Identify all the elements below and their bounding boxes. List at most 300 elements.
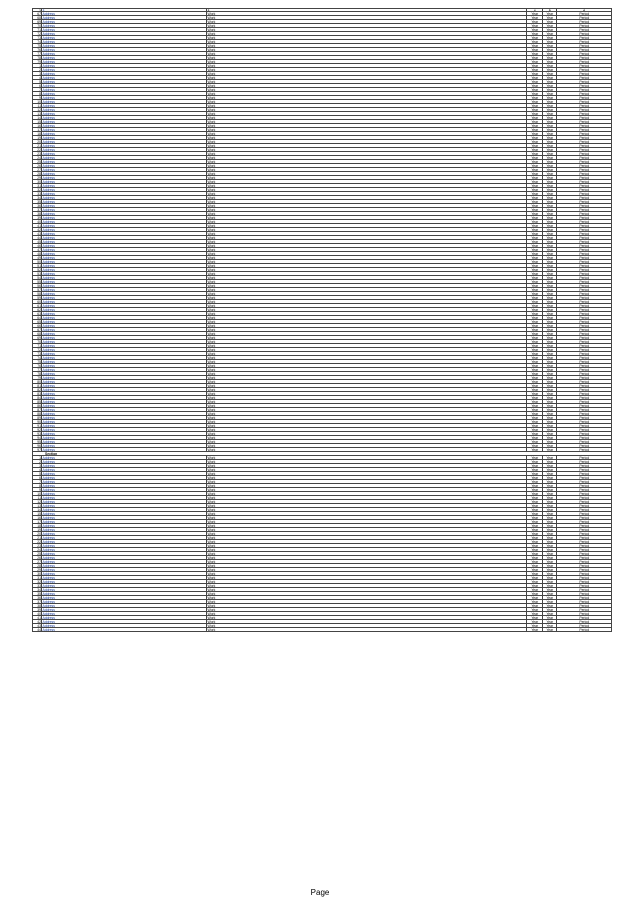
- row-address-link[interactable]: Address: [42, 440, 207, 444]
- row-address-link[interactable]: Address: [42, 20, 207, 24]
- row-address-link[interactable]: Address: [42, 404, 207, 408]
- row-work-type: Work: [207, 600, 527, 604]
- row-work-type: Work: [207, 532, 527, 536]
- row-address-link[interactable]: Address: [42, 248, 207, 252]
- row-address-link[interactable]: Address: [42, 228, 207, 232]
- page-footer: Page: [310, 888, 330, 897]
- row-period: Period: [557, 252, 612, 256]
- row-year-2: Year: [543, 512, 557, 516]
- row-address-link[interactable]: Address: [42, 540, 207, 544]
- row-address-link[interactable]: Address: [42, 520, 207, 524]
- row-address-link[interactable]: Address: [42, 288, 207, 292]
- row-address-link[interactable]: Address: [42, 148, 207, 152]
- row-address-link[interactable]: Address: [42, 480, 207, 484]
- row-address-link[interactable]: Address: [42, 220, 207, 224]
- row-period: Period: [557, 576, 612, 580]
- row-address-link[interactable]: Address: [42, 420, 207, 424]
- row-period: Period: [557, 296, 612, 300]
- row-address-link[interactable]: Address: [42, 592, 207, 596]
- row-address-link[interactable]: Address: [42, 116, 207, 120]
- row-work-type: Work: [207, 372, 527, 376]
- row-address-link[interactable]: Address: [42, 624, 207, 628]
- row-address-link[interactable]: Address: [42, 548, 207, 552]
- row-address-link[interactable]: Address: [42, 88, 207, 92]
- row-address-link[interactable]: Address: [42, 240, 207, 244]
- row-address-link[interactable]: Address: [42, 16, 207, 20]
- row-address-link[interactable]: Address: [42, 428, 207, 432]
- row-address-link[interactable]: Address: [42, 536, 207, 540]
- row-address-link[interactable]: Address: [42, 276, 207, 280]
- row-year: Year: [527, 208, 543, 212]
- row-address-link[interactable]: Address: [42, 484, 207, 488]
- row-year-2: Year: [543, 596, 557, 600]
- row-address-link[interactable]: Address: [42, 68, 207, 72]
- row-period: Period: [557, 432, 612, 436]
- row-address-link[interactable]: Address: [42, 472, 207, 476]
- row-work-type: Work: [207, 104, 527, 108]
- row-address-link[interactable]: Address: [42, 396, 207, 400]
- row-address-link[interactable]: Address: [42, 272, 207, 276]
- row-address-link[interactable]: Address: [42, 504, 207, 508]
- row-address-link[interactable]: Address: [42, 380, 207, 384]
- row-address-link[interactable]: Address: [42, 572, 207, 576]
- row-address-link[interactable]: Address: [42, 336, 207, 340]
- row-address-link[interactable]: Address: [42, 24, 207, 28]
- row-address-link[interactable]: Address: [42, 596, 207, 600]
- row-address-link[interactable]: Address: [42, 576, 207, 580]
- row-address-link[interactable]: Address: [42, 544, 207, 548]
- row-address-link[interactable]: Address: [42, 28, 207, 32]
- row-address-link[interactable]: Address: [42, 156, 207, 160]
- row-address-link[interactable]: Address: [42, 372, 207, 376]
- row-address-link[interactable]: Address: [42, 44, 207, 48]
- row-address-link[interactable]: Address: [42, 600, 207, 604]
- row-address-link[interactable]: Address: [42, 200, 207, 204]
- row-year: Year: [527, 608, 543, 612]
- row-address-link[interactable]: Address: [42, 180, 207, 184]
- row-number: 10: [32, 100, 42, 104]
- row-year-2: Year: [543, 528, 557, 532]
- row-number: 86: [32, 404, 42, 408]
- row-address-link[interactable]: Address: [42, 60, 207, 64]
- row-address-link[interactable]: Address: [42, 80, 207, 84]
- row-address-link[interactable]: Address: [42, 580, 207, 584]
- row-year-2: Year: [543, 20, 557, 24]
- row-address-link[interactable]: Address: [42, 616, 207, 620]
- row-period: Period: [557, 144, 612, 148]
- row-address-link[interactable]: Address: [42, 528, 207, 532]
- row-year-2: Year: [543, 576, 557, 580]
- row-address-link[interactable]: Address: [42, 100, 207, 104]
- row-number: 20: [32, 140, 42, 144]
- row-period: Period: [557, 548, 612, 552]
- row-address-link[interactable]: Address: [42, 492, 207, 496]
- row-address-link[interactable]: Address: [42, 224, 207, 228]
- row-address-link[interactable]: Address: [42, 344, 207, 348]
- row-number: 75: [32, 360, 42, 364]
- row-year-2: Year: [543, 396, 557, 400]
- row-address-link[interactable]: Address: [42, 308, 207, 312]
- row-year: Year: [527, 216, 543, 220]
- register-table: [32, 8, 612, 632]
- row-work-type: Work: [207, 344, 527, 348]
- row-year: Year: [527, 96, 543, 100]
- row-address-link[interactable]: Address: [42, 604, 207, 608]
- row-year: Year: [527, 60, 543, 64]
- row-year-2: Year: [543, 40, 557, 44]
- row-address-link[interactable]: Address: [42, 392, 207, 396]
- row-address-link[interactable]: Address: [42, 432, 207, 436]
- row-address-link[interactable]: Address: [42, 328, 207, 332]
- row-work-type: Work: [207, 508, 527, 512]
- row-period: Period: [557, 28, 612, 32]
- row-address-link[interactable]: Address: [42, 496, 207, 500]
- row-year: Year: [527, 380, 543, 384]
- row-period: Period: [557, 84, 612, 88]
- row-address-link[interactable]: Address: [42, 56, 207, 60]
- row-address-link[interactable]: Address: [42, 488, 207, 492]
- row-address-link[interactable]: Address: [42, 160, 207, 164]
- row-number: 77: [32, 52, 42, 56]
- row-year: Year: [527, 256, 543, 260]
- row-work-type: Work: [207, 280, 527, 284]
- row-number: 70: [32, 340, 42, 344]
- row-year-2: Year: [543, 296, 557, 300]
- row-address-link[interactable]: Address: [42, 212, 207, 216]
- row-number: 79: [32, 376, 42, 380]
- row-year: Year: [527, 500, 543, 504]
- row-address-link[interactable]: Address: [42, 384, 207, 388]
- row-number: 2: [32, 460, 42, 464]
- row-address-link[interactable]: Address: [42, 508, 207, 512]
- row-address-link[interactable]: Address: [42, 12, 207, 16]
- row-address-link[interactable]: Address: [42, 388, 207, 392]
- header-col-4: 4: [527, 8, 543, 12]
- row-number: 26: [32, 164, 42, 168]
- row-address-link[interactable]: Address: [42, 120, 207, 124]
- row-year-2: Year: [543, 80, 557, 84]
- row-address-link[interactable]: Address: [42, 412, 207, 416]
- row-year: Year: [527, 596, 543, 600]
- row-number: 89: [32, 416, 42, 420]
- row-year: Year: [527, 196, 543, 200]
- row-number: 25: [32, 160, 42, 164]
- row-address-link[interactable]: Address: [42, 300, 207, 304]
- row-year: Year: [527, 168, 543, 172]
- row-address-link[interactable]: Address: [42, 268, 207, 272]
- row-number: 30: [32, 180, 42, 184]
- row-year-2: Year: [543, 580, 557, 584]
- row-address-link[interactable]: Address: [42, 132, 207, 136]
- row-address-link[interactable]: Address: [42, 184, 207, 188]
- row-address-link[interactable]: Address: [42, 168, 207, 172]
- row-address-link[interactable]: Address: [42, 316, 207, 320]
- row-address-link[interactable]: Address: [42, 340, 207, 344]
- row-year-2: Year: [543, 584, 557, 588]
- row-work-type: Work: [207, 420, 527, 424]
- row-work-type: Work: [207, 588, 527, 592]
- row-address-link[interactable]: Address: [42, 176, 207, 180]
- row-work-type: Work: [207, 152, 527, 156]
- row-year-2: Year: [543, 140, 557, 144]
- row-year-2: Year: [543, 336, 557, 340]
- row-year-2: Year: [543, 456, 557, 460]
- row-year: Year: [527, 192, 543, 196]
- row-number: 72: [32, 32, 42, 36]
- row-address-link[interactable]: Address: [42, 140, 207, 144]
- row-year-2: Year: [543, 24, 557, 28]
- row-address-link[interactable]: Address: [42, 564, 207, 568]
- row-address-link[interactable]: Address: [42, 608, 207, 612]
- row-address-link[interactable]: Address: [42, 204, 207, 208]
- row-address-link[interactable]: Address: [42, 36, 207, 40]
- row-address-link[interactable]: Address: [42, 588, 207, 592]
- row-address-link[interactable]: Address: [42, 348, 207, 352]
- row-year: Year: [527, 324, 543, 328]
- row-address-link[interactable]: Address: [42, 360, 207, 364]
- row-address-link[interactable]: Address: [42, 368, 207, 372]
- row-address-link[interactable]: Address: [42, 40, 207, 44]
- row-year-2: Year: [543, 192, 557, 196]
- row-address-link[interactable]: Address: [42, 556, 207, 560]
- row-number: 69: [32, 20, 42, 24]
- row-number: 20: [32, 532, 42, 536]
- row-number: 63: [32, 312, 42, 316]
- row-address-link[interactable]: Address: [42, 96, 207, 100]
- row-year-2: Year: [543, 532, 557, 536]
- row-number: 39: [32, 608, 42, 612]
- row-work-type: Work: [207, 428, 527, 432]
- row-address-link[interactable]: Address: [42, 152, 207, 156]
- row-address-link[interactable]: Address: [42, 312, 207, 316]
- row-address-link[interactable]: Address: [42, 476, 207, 480]
- row-address-link[interactable]: Address: [42, 468, 207, 472]
- row-address-link[interactable]: Address: [42, 296, 207, 300]
- row-number: 25: [32, 552, 42, 556]
- row-address-link[interactable]: Address: [42, 280, 207, 284]
- row-address-link[interactable]: Address: [42, 196, 207, 200]
- row-address-link[interactable]: Address: [42, 364, 207, 368]
- row-work-type: Work: [207, 212, 527, 216]
- row-year: Year: [527, 140, 543, 144]
- row-period: Period: [557, 92, 612, 96]
- row-address-link[interactable]: Address: [42, 568, 207, 572]
- row-address-link[interactable]: Address: [42, 524, 207, 528]
- row-address-link[interactable]: Address: [42, 424, 207, 428]
- row-work-type: Work: [207, 384, 527, 388]
- row-period: Period: [557, 188, 612, 192]
- row-period: Period: [557, 356, 612, 360]
- row-period: Period: [557, 280, 612, 284]
- row-address-link[interactable]: Address: [42, 400, 207, 404]
- row-address-link[interactable]: Address: [42, 324, 207, 328]
- row-address-link[interactable]: Address: [42, 92, 207, 96]
- row-period: Period: [557, 100, 612, 104]
- row-address-link[interactable]: Address: [42, 436, 207, 440]
- row-year: Year: [527, 580, 543, 584]
- row-work-type: Work: [207, 160, 527, 164]
- row-period: Period: [557, 240, 612, 244]
- row-year-2: Year: [543, 84, 557, 88]
- row-address-link[interactable]: Address: [42, 260, 207, 264]
- row-address-link[interactable]: Address: [42, 192, 207, 196]
- row-address-link[interactable]: Address: [42, 460, 207, 464]
- row-year: Year: [527, 624, 543, 628]
- row-address-link[interactable]: Address: [42, 216, 207, 220]
- row-year-2: Year: [543, 404, 557, 408]
- row-address-link[interactable]: Address: [42, 376, 207, 380]
- row-address-link[interactable]: Address: [42, 584, 207, 588]
- row-address-link[interactable]: Address: [42, 52, 207, 56]
- row-address-link[interactable]: Address: [42, 136, 207, 140]
- row-address-link[interactable]: Address: [42, 84, 207, 88]
- row-year-2: Year: [543, 464, 557, 468]
- row-year-2: Year: [543, 400, 557, 404]
- row-address-link[interactable]: Address: [42, 464, 207, 468]
- row-address-link[interactable]: Address: [42, 124, 207, 128]
- row-period: Period: [557, 140, 612, 144]
- row-address-link[interactable]: Address: [42, 560, 207, 564]
- row-address-link[interactable]: Address: [42, 72, 207, 76]
- row-address-link[interactable]: Address: [42, 628, 207, 632]
- row-number: 40: [32, 612, 42, 616]
- row-number: 10: [32, 492, 42, 496]
- row-year-2: Year: [543, 604, 557, 608]
- row-address-link[interactable]: Address: [42, 244, 207, 248]
- row-address-link[interactable]: Address: [42, 448, 207, 452]
- row-address-link[interactable]: Address: [42, 252, 207, 256]
- row-period: Period: [557, 96, 612, 100]
- row-address-link[interactable]: Address: [42, 532, 207, 536]
- row-year-2: Year: [543, 264, 557, 268]
- row-number: 29: [32, 176, 42, 180]
- row-year-2: Year: [543, 408, 557, 412]
- row-year: Year: [527, 296, 543, 300]
- row-work-type: Work: [207, 556, 527, 560]
- header-col-2: 2: [42, 8, 207, 12]
- row-number: 41: [32, 616, 42, 620]
- row-address-link[interactable]: Address: [42, 256, 207, 260]
- row-address-link[interactable]: Address: [42, 208, 207, 212]
- row-address-link[interactable]: Address: [42, 236, 207, 240]
- row-number: 83: [32, 392, 42, 396]
- row-number: 35: [32, 200, 42, 204]
- row-year-2: Year: [543, 516, 557, 520]
- row-year: Year: [527, 576, 543, 580]
- row-address-link[interactable]: Address: [42, 500, 207, 504]
- row-address-link[interactable]: Address: [42, 332, 207, 336]
- row-address-link[interactable]: Address: [42, 516, 207, 520]
- row-address-link[interactable]: Address: [42, 232, 207, 236]
- row-year-2: Year: [543, 324, 557, 328]
- row-number: 65: [32, 320, 42, 324]
- row-address-link[interactable]: Address: [42, 320, 207, 324]
- row-period: Period: [557, 348, 612, 352]
- row-year: Year: [527, 328, 543, 332]
- row-address-link[interactable]: Address: [42, 620, 207, 624]
- row-address-link[interactable]: Address: [42, 408, 207, 412]
- row-address-link[interactable]: Address: [42, 456, 207, 460]
- row-period: Period: [557, 244, 612, 248]
- row-year-2: Year: [543, 96, 557, 100]
- row-work-type: Work: [207, 20, 527, 24]
- row-work-type: Work: [207, 164, 527, 168]
- row-work-type: Work: [207, 172, 527, 176]
- row-year-2: Year: [543, 204, 557, 208]
- row-address-link[interactable]: Address: [42, 552, 207, 556]
- row-year: Year: [527, 424, 543, 428]
- row-work-type: Work: [207, 392, 527, 396]
- row-work-type: Work: [207, 100, 527, 104]
- row-work-type: Work: [207, 552, 527, 556]
- row-number: 42: [32, 620, 42, 624]
- row-address-link[interactable]: Address: [42, 304, 207, 308]
- row-number: 59: [32, 296, 42, 300]
- row-year-2: Year: [543, 320, 557, 324]
- row-work-type: Work: [207, 156, 527, 160]
- row-period: Period: [557, 568, 612, 572]
- row-address-link[interactable]: Address: [42, 128, 207, 132]
- row-address-link[interactable]: Address: [42, 64, 207, 68]
- row-period: Period: [557, 40, 612, 44]
- row-year-2: Year: [543, 32, 557, 36]
- row-address-link[interactable]: Address: [42, 612, 207, 616]
- row-address-link[interactable]: Address: [42, 144, 207, 148]
- row-address-link[interactable]: Address: [42, 104, 207, 108]
- row-year-2: Year: [543, 76, 557, 80]
- row-address-link[interactable]: Address: [42, 352, 207, 356]
- row-number: 15: [32, 120, 42, 124]
- row-work-type: Work: [207, 292, 527, 296]
- row-period: Period: [557, 516, 612, 520]
- row-number: 74: [32, 40, 42, 44]
- row-year: Year: [527, 228, 543, 232]
- row-year-2: Year: [543, 144, 557, 148]
- row-year: Year: [527, 220, 543, 224]
- row-year: Year: [527, 348, 543, 352]
- row-address-link[interactable]: Address: [42, 32, 207, 36]
- row-address-link[interactable]: Address: [42, 112, 207, 116]
- row-address-link[interactable]: Address: [42, 76, 207, 80]
- row-work-type: Work: [207, 76, 527, 80]
- row-work-type: Work: [207, 272, 527, 276]
- row-year: Year: [527, 248, 543, 252]
- row-address-link[interactable]: Address: [42, 108, 207, 112]
- row-year-2: Year: [543, 12, 557, 16]
- row-address-link[interactable]: Address: [42, 164, 207, 168]
- row-work-type: Work: [207, 560, 527, 564]
- row-period: Period: [557, 412, 612, 416]
- row-address-link[interactable]: Address: [42, 292, 207, 296]
- row-number: 48: [32, 252, 42, 256]
- row-number: 42: [32, 228, 42, 232]
- row-address-link[interactable]: Address: [42, 416, 207, 420]
- row-address-link[interactable]: Address: [42, 512, 207, 516]
- row-year: Year: [527, 628, 543, 632]
- row-address-link[interactable]: Address: [42, 444, 207, 448]
- row-address-link[interactable]: Address: [42, 48, 207, 52]
- row-address-link[interactable]: Address: [42, 356, 207, 360]
- row-address-link[interactable]: Address: [42, 172, 207, 176]
- row-address-link[interactable]: Address: [42, 188, 207, 192]
- row-period: Period: [557, 256, 612, 260]
- row-work-type: Work: [207, 96, 527, 100]
- row-year-2: Year: [543, 312, 557, 316]
- row-address-link[interactable]: Address: [42, 284, 207, 288]
- row-address-link[interactable]: Address: [42, 264, 207, 268]
- row-period: Period: [557, 120, 612, 124]
- row-year: Year: [527, 124, 543, 128]
